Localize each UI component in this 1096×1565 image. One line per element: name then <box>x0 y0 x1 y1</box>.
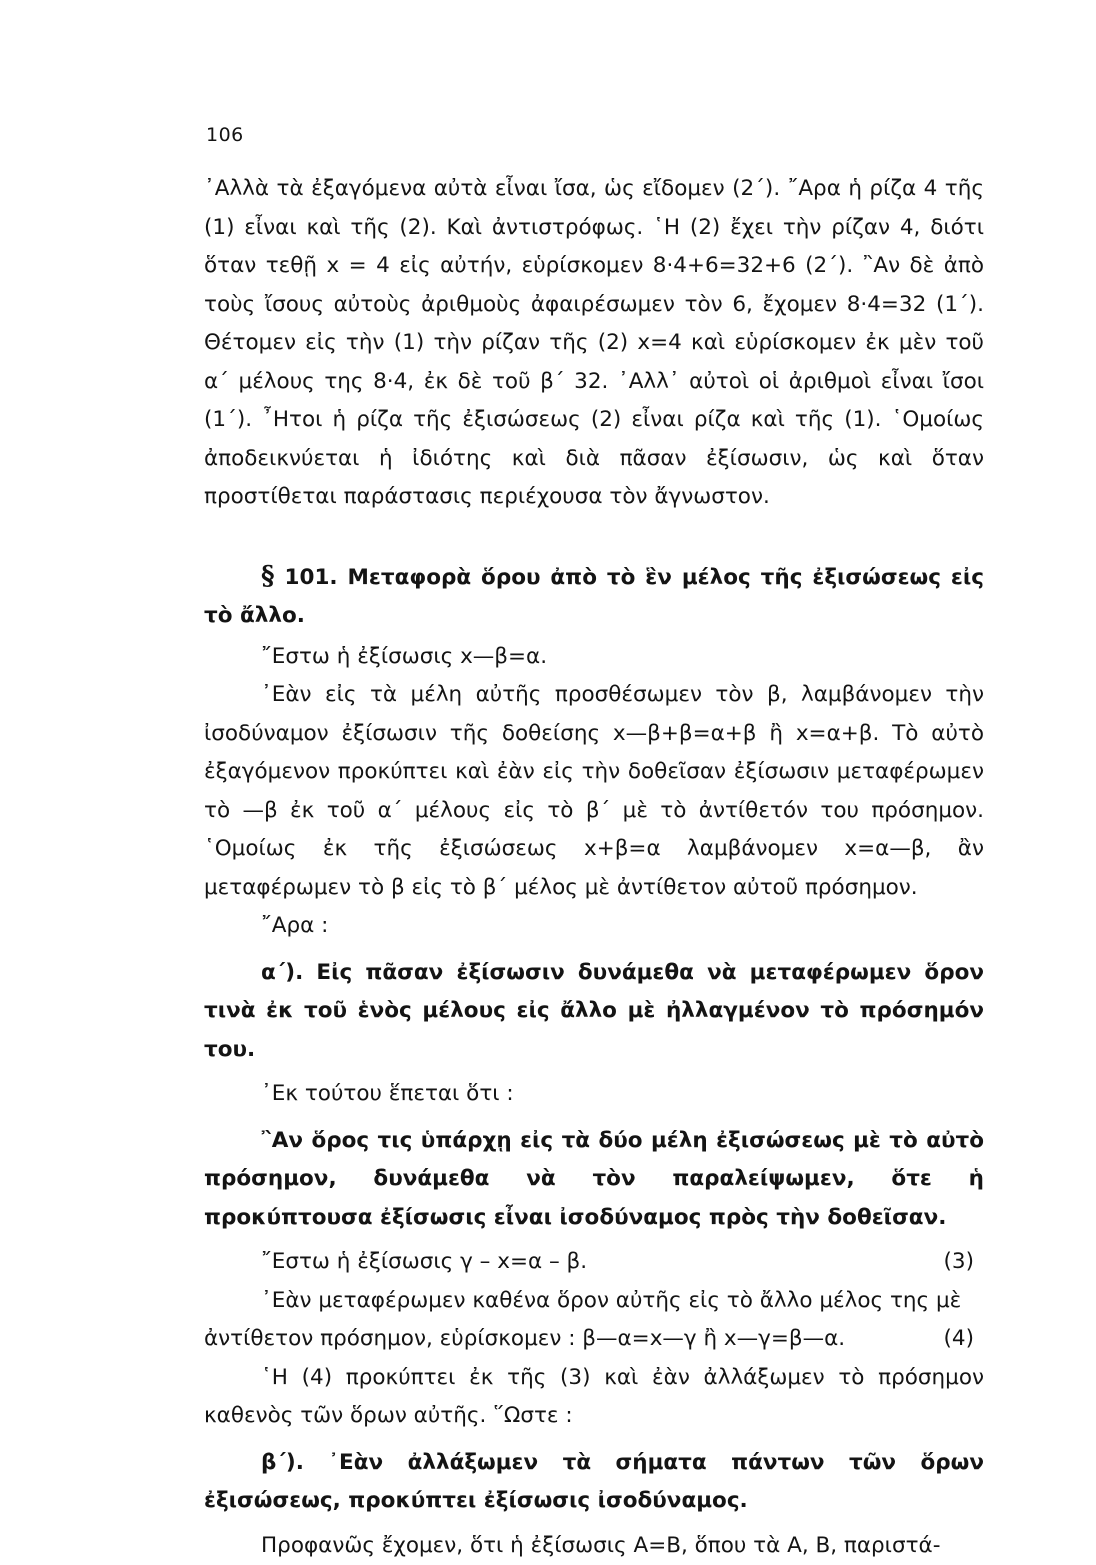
equation-4-number: (4) <box>944 1320 984 1359</box>
paragraph-5: ᾿Εκ τούτου ἕπεται ὅτι : <box>204 1075 984 1114</box>
paragraph-1: ᾿Αλλὰ τὰ ἐξαγόμενα αὐτὰ εἶναι ἴσα, ὡς εἴδομεν (2΄). ῎Αρα ἡ ρίζα 4 τῆς (1) εἶναι καὶ τῆς (2). Καὶ ἀντιστρόφως. ῾Η (2) ἔχει τὴν ρίζαν 4, διότι ὅταν τεθῇ x = 4 εἰς αὐτήν, εὑρίσκομεν 8·4+6=32+6 (2΄). ῍Αν δὲ ἀπὸ τοὺς ἴσους αὐτοὺς ἀριθμοὺς ἀφαιρέσωμεν τὸν 6, ἔχομεν 8·4=32 (1΄). Θέτομεν εἰς τὴν (1) τὴν ρίζαν τῆς (2) x=4 καὶ εὑρίσκομεν ἐκ μὲν τοῦ α΄ μέλους της 8·4, ἐκ δὲ τοῦ β΄ 32. ᾿Αλλ᾿ αὐτοὶ οἱ ἀριθμοὶ εἶναι ἴσοι (1΄). ῏Ητοι ἡ ρίζα τῆς ἐξισώσεως (2) εἶναι ρίζα καὶ τῆς (1). ῾Ομοίως ἀποδεικνύεται ἡ ἰδιότης καὶ διὰ πᾶσαν ἐξίσωσιν, ὡς καὶ ὅταν προστίθεται παράστασις περιέχουσα τὸν ἄγνωστον. <box>204 170 984 517</box>
equation-3-text: ῎Εστω ἡ ἐξίσωσις γ – x=α – β. <box>261 1243 587 1282</box>
paragraph-9: Προφανῶς ἔχομεν, ὅτι ἡ ἐξίσωσις Α=Β, ὅπου τὰ Α, Β, παριστά- <box>204 1527 984 1565</box>
paragraph-8: ῾Η (4) προκύπτει ἐκ τῆς (3) καὶ ἐὰν ἀλλάξωμεν τὸ πρόσημον καθενὸς τῶν ὅρων αὐτῆς. ῞Ωστε : <box>204 1359 984 1436</box>
equation-3-number: (3) <box>944 1243 984 1282</box>
equation-3-line <box>204 1243 984 1282</box>
paragraph-2: ῎Εστω ἡ ἐξίσωσις x—β=α. <box>204 638 984 677</box>
section-mark: § <box>261 561 275 591</box>
section-heading <box>204 557 984 636</box>
paragraph-3: ᾿Εὰν εἰς τὰ μέλη αὐτῆς προσθέσωμεν τὸν β, λαμβάνομεν τὴν ἰσοδύναμον ἐξίσωσιν τῆς δοθείσης x—β+β=α+β ἢ x=α+β. Τὸ αὐτὸ ἐξαγόμενον προκύπτει καὶ ἐὰν εἰς τὴν δοθεῖσαν ἐξίσωσιν μεταφέρωμεν τὸ —β ἐκ τοῦ α΄ μέλους εἰς τὸ β΄ μὲ τὸ ἀντίθετόν του πρόσημον. ῾Ομοίως ἐκ τῆς ἐξισώσεως x+β=α λαμβάνομεν x=α—β, ἂν μεταφέρωμεν τὸ β εἰς τὸ β΄ μέλος μὲ ἀντίθετον αὐτοῦ πρόσημον. <box>204 676 984 907</box>
page-body <box>204 170 984 1565</box>
rule-bold: ῍Αν ὅρος τις ὑπάρχῃ εἰς τὰ δύο μέλη ἐξισώσεως μὲ τὸ αὐτὸ πρόσημον, δυνάμεθα νὰ τὸν παραλείψωμεν, ὅτε ἡ προκύπτουσα ἐξίσωσις εἶναι ἰσοδύναμος πρὸς τὴν δοθεῖσαν. <box>204 1122 984 1238</box>
page-number: 106 <box>206 124 244 146</box>
equation-4-line <box>204 1320 984 1359</box>
section-title: 101. Μεταφορὰ ὅρου ἀπὸ τὸ ἓν μέλος τῆς ἐξισώσεως εἰς τὸ ἄλλο. <box>204 565 984 629</box>
rule-alpha: α΄). Εἰς πᾶσαν ἐξίσωσιν δυνάμεθα νὰ μεταφέρωμεν ὅρον τινὰ ἐκ τοῦ ἑνὸς μέλους εἰς ἄλλο μὲ ἠλλαγμένον τὸ πρόσημόν του. <box>204 954 984 1070</box>
paragraph-7-line-2: ἀντίθετον πρόσημον, εὑρίσκομεν : β—α=x—γ ἢ x—γ=β—α. <box>204 1320 845 1359</box>
rule-beta: β΄). ᾿Εὰν ἀλλάξωμεν τὰ σήματα πάντων τῶν ὅρων ἐξισώσεως, προκύπτει ἐξίσωσις ἰσοδύναμος. <box>204 1444 984 1521</box>
paragraph-7-line-1: ᾿Εὰν μεταφέρωμεν καθένα ὅρον αὐτῆς εἰς τὸ ἄλλο μέλος της μὲ <box>204 1282 984 1321</box>
paragraph-4: ῎Αρα : <box>204 907 984 946</box>
